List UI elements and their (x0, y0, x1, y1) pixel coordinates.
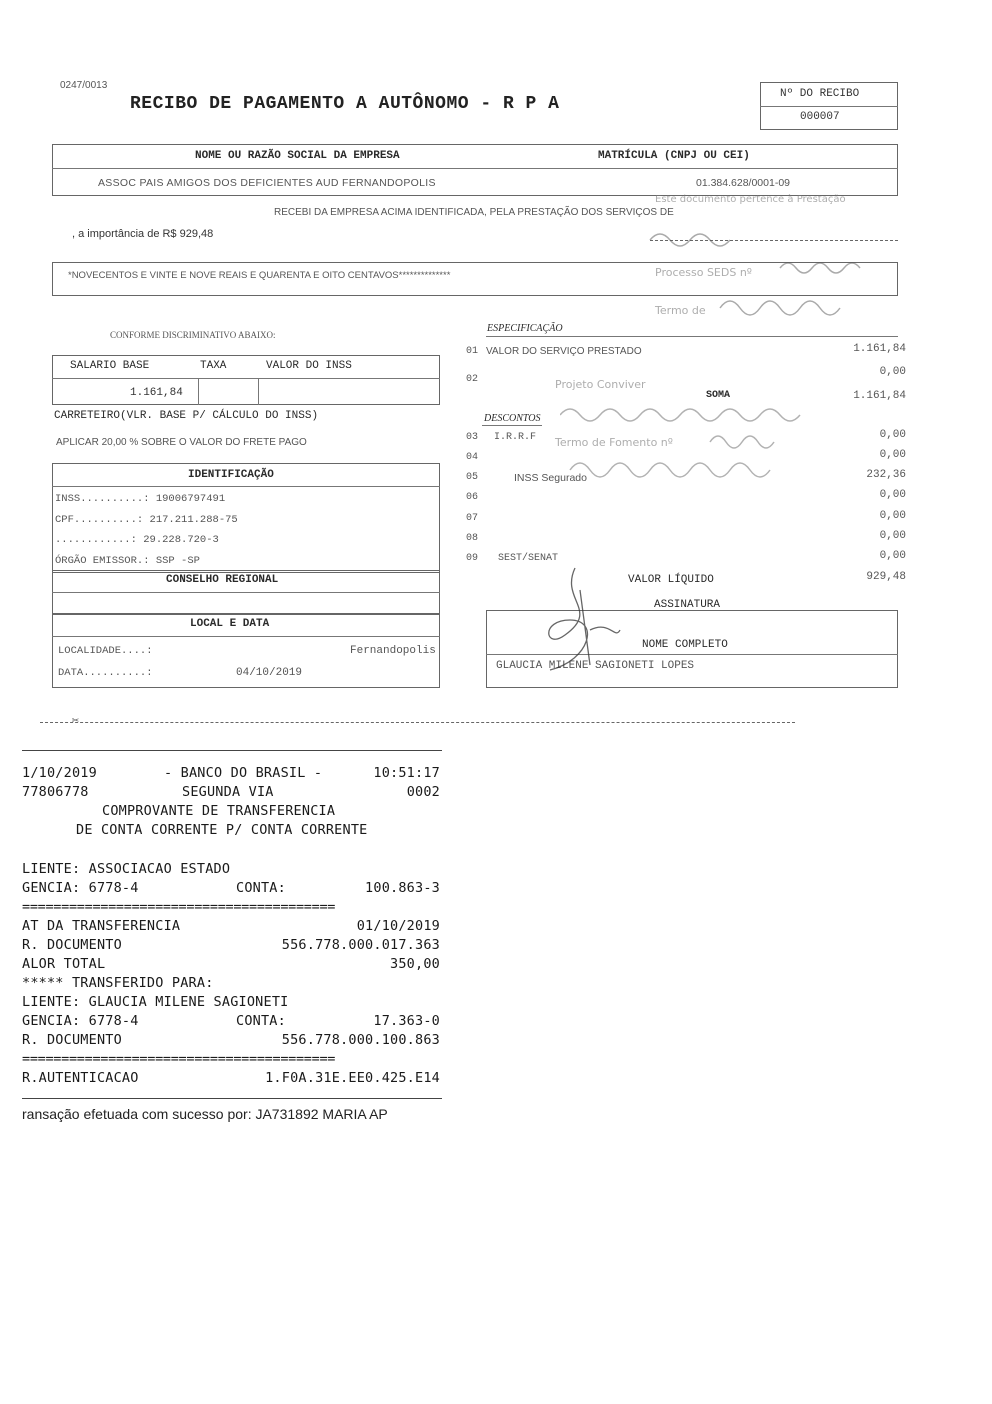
nome-completo-label: NOME COMPLETO (642, 639, 728, 651)
salario-value: 1.161,84 (130, 387, 183, 399)
valor-liquido-label: VALOR LÍQUIDO (628, 574, 714, 586)
handwriting-scribble-icon (640, 220, 910, 320)
local-date-label: LOCAL E DATA (190, 618, 270, 630)
receipt-line1-left: 1/10/2019 (22, 765, 97, 781)
company-reg-label: MATRÍCULA (CNPJ OU CEI) (598, 150, 750, 162)
discount-05-label: INSS Segurado (514, 472, 587, 484)
receipt-aut-value: 1.F0A.31E.EE0.425.E14 (265, 1070, 440, 1086)
descontos-label: DESCONTOS (484, 413, 541, 424)
receipt-separator: ======================================== (22, 899, 336, 915)
receipt-data-label: AT DA TRANSFERENCIA (22, 918, 181, 934)
col-salario-base: SALARIO BASE (70, 360, 150, 372)
stamp-text-5: Projeto Conviver (555, 378, 646, 391)
scissors-icon: ✂ (72, 714, 80, 728)
inss-number: INSS..........: 19006797491 (55, 493, 226, 505)
carreteiro-text: APLICAR 20,00 % SOBRE O VALOR DO FRETE PAGO (56, 437, 307, 448)
receipt-doc2-label: R. DOCUMENTO (22, 1032, 122, 1048)
document-title: RECIBO DE PAGAMENTO A AUTÔNOMO - R P A (130, 94, 560, 114)
discount-06-value: 0,00 (879, 489, 906, 501)
discount-03-num: 03 (466, 432, 479, 443)
receipt-doc-value: 556.778.000.017.363 (281, 937, 440, 953)
nome-completo: GLAUCIA MILENE SAGIONETI LOPES (496, 660, 695, 672)
col-taxa: TAXA (200, 360, 227, 372)
discount-09-num: 09 (466, 553, 479, 564)
valor-liquido-value: 929,48 (866, 571, 906, 583)
conselho-label: CONSELHO REGIONAL (166, 574, 279, 586)
receipt-conta2-label: CONTA: (236, 1013, 286, 1029)
discount-03-label: I.R.R.F (494, 432, 537, 443)
receipt-agencia2: GENCIA: 6778-4 (22, 1013, 139, 1029)
receipt-title2: DE CONTA CORRENTE P/ CONTA CORRENTE (76, 822, 368, 838)
company-cnpj: 01.384.628/0001-09 (696, 177, 791, 189)
amount-text: , a importância de R$ 929,48 (72, 228, 214, 240)
discount-05-num: 05 (466, 472, 479, 483)
discount-03-value: 0,00 (879, 429, 906, 441)
localidade-value: Fernandopolis (350, 645, 436, 657)
receipt-conta1: 100.863-3 (365, 880, 440, 896)
discount-07-num: 07 (466, 513, 479, 524)
receipt-conta2: 17.363-0 (373, 1013, 440, 1029)
receipt-doc-label: R. DOCUMENTO (22, 937, 122, 953)
soma-label: SOMA (706, 390, 731, 401)
data-value: 04/10/2019 (236, 667, 303, 679)
spec-row-02-value: 0,00 (879, 366, 906, 378)
receipt-line2-left: 77806778 (22, 784, 89, 800)
discount-05-value: 232,36 (866, 469, 906, 481)
stamp-text-1: Este documento pertence à Prestação (655, 194, 846, 205)
receipt-cliente: LIENTE: ASSOCIACAO ESTADO (22, 861, 231, 877)
company-name: ASSOC PAIS AMIGOS DOS DEFICIENTES AUD FERNANDOPOLIS (98, 177, 436, 189)
data-label: DATA..........: (58, 667, 153, 679)
receipt-line2-right: 0002 (406, 784, 440, 800)
receipt-footer: ransação efetuada com sucesso por: JA731892 MARIA AP (22, 1106, 388, 1122)
receipt-aut-label: R.AUTENTICACAO (22, 1070, 139, 1086)
stamp-text-4: Termo de Fomento nº (555, 436, 673, 449)
receipt-valor-value: 350,00 (390, 956, 440, 972)
discount-08-value: 0,00 (879, 530, 906, 542)
spec-title: ESPECIFICAÇÃO (487, 323, 563, 334)
col-valor-inss: VALOR DO INSS (266, 360, 352, 372)
receipt-transf-label: ***** TRANSFERIDO PARA: (22, 975, 214, 991)
receipt-separator-2: ======================================== (22, 1051, 336, 1067)
receipt-doc2-value: 556.778.000.100.863 (281, 1032, 440, 1048)
orgao-emissor: ÓRGÃO EMISSOR.: SSP -SP (55, 555, 200, 567)
assinatura-label: ASSINATURA (654, 599, 721, 611)
receipt-agencia1: GENCIA: 6778-4 (22, 880, 139, 896)
receipt-line2-mid: SEGUNDA VIA (182, 784, 274, 800)
discount-09-value: 0,00 (879, 550, 906, 562)
receipt-number: 000007 (800, 111, 840, 123)
discount-04-value: 0,00 (879, 449, 906, 461)
receipt-data-value: 01/10/2019 (356, 918, 440, 934)
cpf-number: CPF..........: 217.211.288-75 (55, 514, 238, 526)
receipt-line1-mid: - BANCO DO BRASIL - (164, 765, 323, 781)
signature-icon (520, 560, 640, 680)
identification-label: IDENTIFICAÇÃO (188, 469, 274, 481)
receipt-valor-label: ALOR TOTAL (22, 956, 106, 972)
discount-09-label: SEST/SENAT (498, 553, 559, 564)
discount-06-num: 06 (466, 492, 479, 503)
spec-row-01-label: VALOR DO SERVIÇO PRESTADO (486, 346, 642, 357)
discount-07-value: 0,00 (879, 510, 906, 522)
stamp-text-2: Processo SEDS nº (655, 266, 752, 279)
stamp-text-3: Termo de (655, 304, 706, 317)
receipt-title1: COMPROVANTE DE TRANSFERENCIA (102, 803, 336, 819)
receipt-number-label: Nº DO RECIBO (780, 88, 860, 100)
document-code: 0247/0013 (60, 80, 108, 91)
discrim-label: CONFORME DISCRIMINATIVO ABAIXO: (110, 330, 276, 340)
spec-row-02-num: 02 (466, 374, 479, 385)
discount-04-num: 04 (466, 452, 479, 463)
carreteiro-label: CARRETEIRO(VLR. BASE P/ CÁLCULO DO INSS) (54, 410, 319, 422)
amount-words: *NOVECENTOS E VINTE E NOVE REAIS E QUARENTA E OITO CENTAVOS************** (68, 270, 451, 281)
receipt-cliente2: LIENTE: GLAUCIA MILENE SAGIONETI (22, 994, 289, 1010)
localidade-label: LOCALIDADE....: (58, 645, 153, 657)
spec-row-01-value: 1.161,84 (853, 343, 906, 355)
receipt-conta1-label: CONTA: (236, 880, 286, 896)
received-text: RECEBI DA EMPRESA ACIMA IDENTIFICADA, PELA PRESTAÇÃO DOS SERVIÇOS DE (274, 207, 674, 218)
soma-value: 1.161,84 (853, 390, 906, 402)
discount-08-num: 08 (466, 533, 479, 544)
spec-row-01-num: 01 (466, 346, 479, 357)
company-name-label: NOME OU RAZÃO SOCIAL DA EMPRESA (195, 150, 400, 162)
handwriting-scribble-icon (560, 400, 840, 480)
receipt-line1-right: 10:51:17 (373, 765, 440, 781)
rg-number: ............: 29.228.720-3 (55, 534, 219, 546)
